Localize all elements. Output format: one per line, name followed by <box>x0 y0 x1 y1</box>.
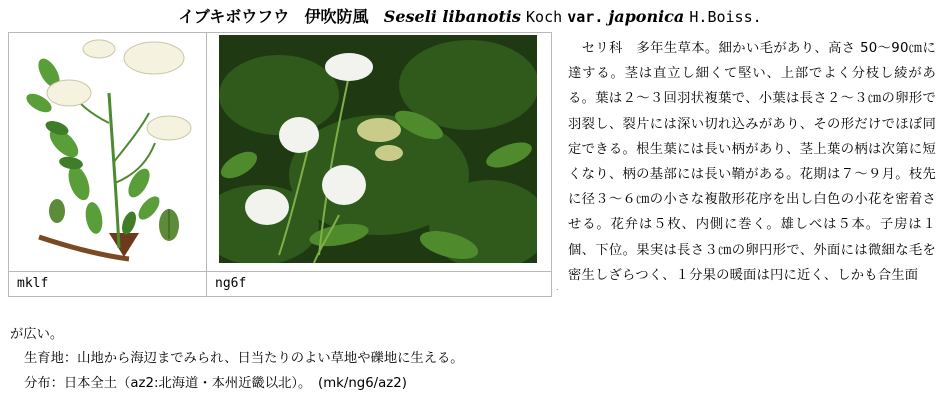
figure-table <box>8 32 552 297</box>
photo-caption: ng6f <box>207 272 552 297</box>
photo-cell <box>207 33 552 272</box>
stray-dot: . <box>556 283 559 292</box>
title-scientific: Seseli libanotis <box>383 7 521 26</box>
title-author2: H.Boiss. <box>689 8 762 26</box>
habitat-text: 生育地：山地から海辺までみられ、日当たりのよい草地や礫地に生える。 <box>24 351 464 366</box>
page-title <box>0 6 940 28</box>
description-tail: が広い。 <box>10 327 64 342</box>
plant-photo <box>219 35 537 263</box>
description-text: セリ科 多年生草本。細かい毛があり、高さ 50～90㎝に達する。茎は直立し細くて堅い、上部でよく分枝し綾がある。葉は２～３回羽状複葉で、小葉は長さ２～３㎝の卵形で羽裂し、裂片には深い切れ込みがあり、その形だけでほぼ同定できる。根生葉には長い柄があり、茎上葉の柄は次第に短くなり、柄の基部には長い鞘がある。花期は７～９月。枝先に径３～６㎝の小さな複散形花序を出し白色の小花を密着させる。花弁は５枚、内側に巻く。雄しべは５本。子房は１個、下位。果実は長さ３㎝の卵円形で、外面には微細な毛を密生しざらつく、１分果の暖面は円に近く、しかも合生面 <box>568 41 936 283</box>
illustration-cell <box>9 33 207 272</box>
distribution-text: 分布：日本全土（az2:北海道・本州近畿以北）。 (mk/ng6/az2) <box>24 376 407 391</box>
title-epithet: japonica <box>608 7 685 26</box>
title-variety: var. <box>567 8 604 26</box>
title-kanji: 伊吹防風 <box>304 7 369 26</box>
illustration-caption: mklf <box>9 272 207 297</box>
botanical-illustration <box>9 33 206 267</box>
title-kana: イブキボウフウ <box>178 7 290 26</box>
title-author1: Koch <box>526 8 563 26</box>
